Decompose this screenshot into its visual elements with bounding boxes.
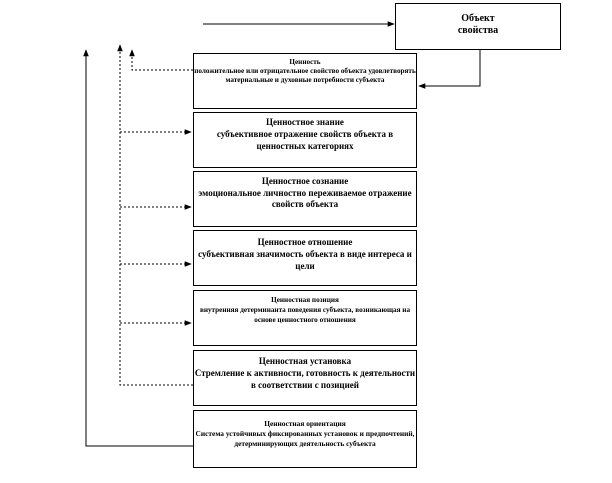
box-value-orientation-title: Ценностная ориентация [264, 419, 346, 428]
box-value [193, 53, 417, 109]
box-value-knowledge-desc: субъективное отражение свойств объекта в ценностных категориях [216, 129, 394, 151]
object-box [395, 3, 561, 50]
box-value-relation [193, 230, 417, 286]
object-title: Объект [461, 13, 495, 24]
box-value-position [193, 290, 417, 346]
value-feedback-line [132, 50, 193, 70]
box-value-knowledge [193, 112, 417, 168]
orientation-feedback-line [86, 50, 193, 446]
box-value-orientation-desc: Система устойчивых фиксированных установок и предпочтений, детерминирующих деятельность субъекта [195, 429, 415, 448]
box-value-position-desc: внутренняя детерминанта поведения субъекта, возникающая на основе ценностного отношения [199, 306, 411, 324]
box-value-relation-title: Ценностное отношение [257, 237, 353, 247]
object-subtitle: свойства [457, 25, 499, 36]
attitude-feedback-line [120, 45, 193, 385]
box-value-orientation [193, 410, 417, 468]
object-to-value-connector [419, 50, 480, 86]
box-value-knowledge-title: Ценностное знание [266, 117, 344, 127]
box-value-consciousness-title: Ценностное сознание [261, 176, 349, 186]
box-value-consciousness-desc: эмоциональное личностно переживаемое отражение свойств объекта [198, 187, 412, 209]
box-value-consciousness [193, 171, 417, 227]
box-value-desc: положительное или отрицательное свойство объекта удовлетворять материальные и духовные потребности субъекта [194, 67, 416, 84]
box-value-attitude-title: Ценностная установка [258, 356, 352, 366]
box-value-relation-desc: субъективная значимость объекта в виде интереса и цели [198, 249, 412, 271]
box-value-attitude-desc: Стремление к активности, готовность к деятельности в соответствии с позицией [194, 368, 416, 390]
box-value-position-title: Ценностная позиция [271, 296, 339, 304]
box-value-title: Ценность [289, 58, 321, 66]
box-value-attitude [193, 350, 417, 406]
